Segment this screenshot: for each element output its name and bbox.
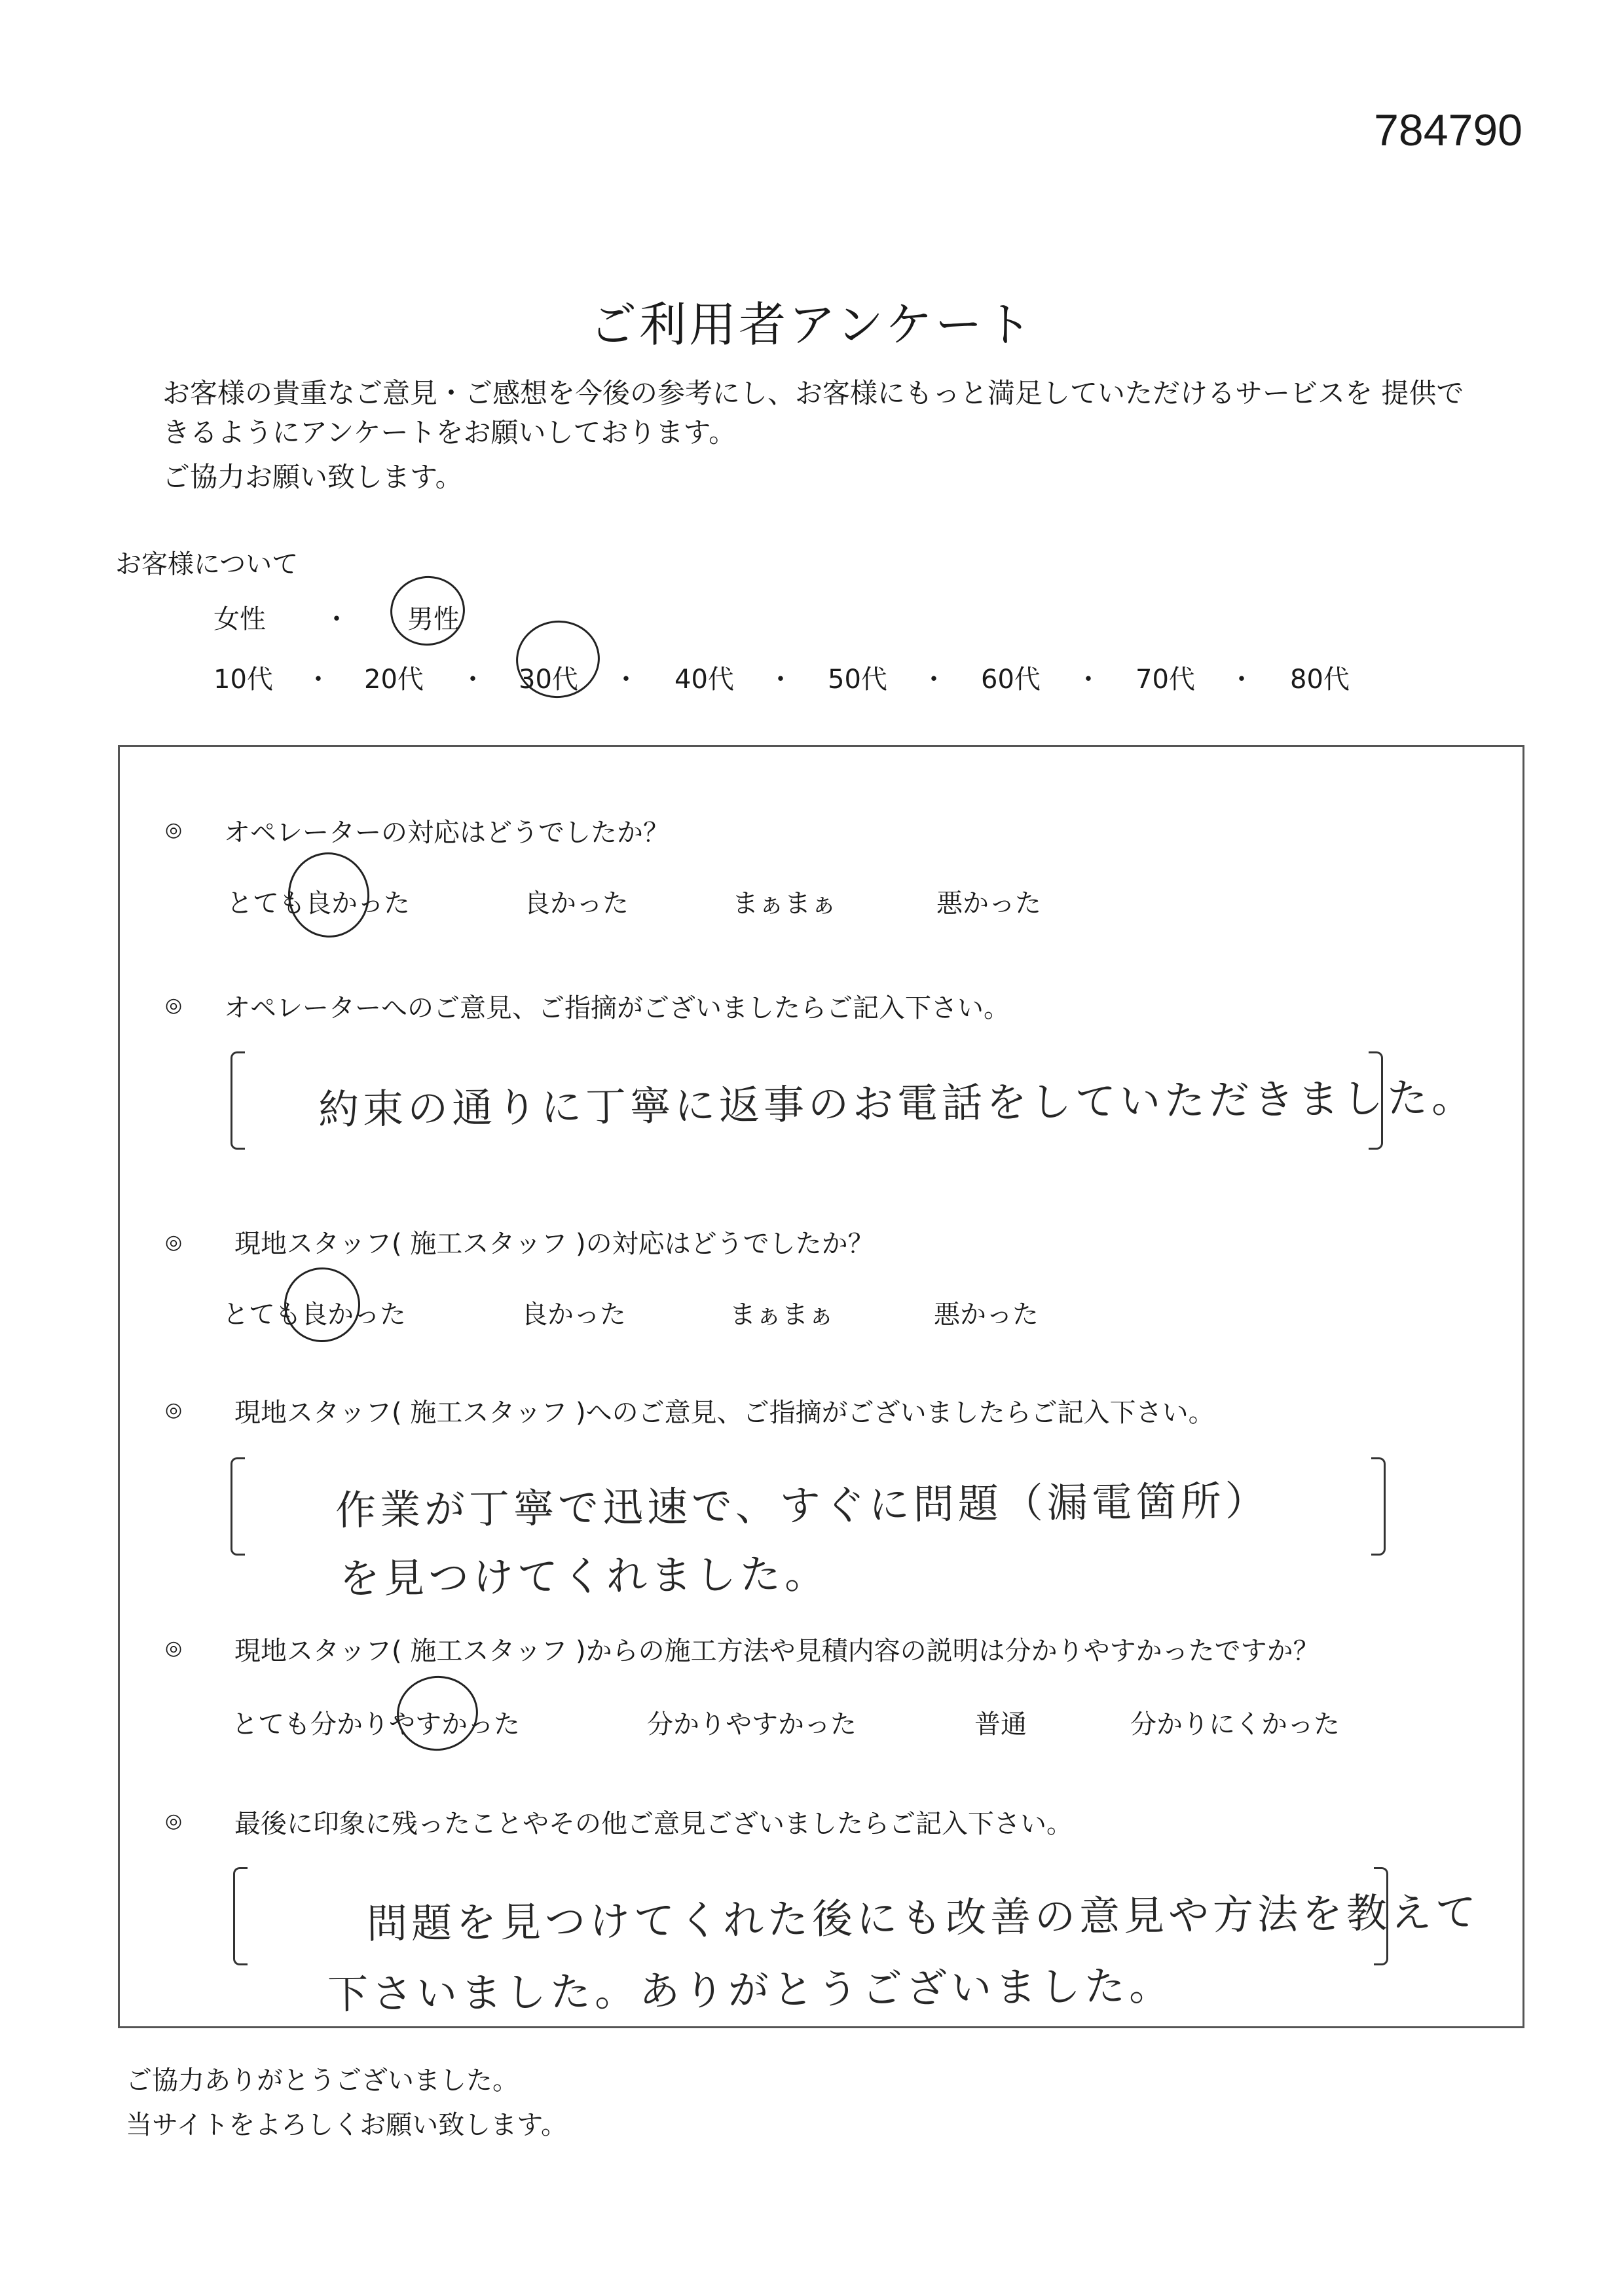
q2-answer-line-1[interactable]: 約束の通りに丁寧に返事のお電話をしていただきました。	[318, 1073, 1477, 1134]
q5-option-hard[interactable]: 分かりにくかった	[1130, 1709, 1340, 1740]
age-10s[interactable]: 10代	[213, 665, 273, 695]
customer-section-label: お客様について	[115, 549, 299, 579]
footer-thanks: ご協力ありがとうございました。	[126, 2066, 519, 2096]
q2-bracket-left	[231, 1051, 245, 1150]
q4-answer-line-1[interactable]: 作業が丁寧で迅速で、すぐに問題（漏電箇所）	[335, 1476, 1270, 1535]
q1-bullet: ◎	[165, 818, 183, 841]
age-separator: ・	[1228, 665, 1255, 695]
q6-bracket-left	[233, 1867, 248, 1965]
q1-option-good[interactable]: 良かった	[524, 888, 629, 919]
q3-option-average[interactable]: まぁまぁ	[729, 1300, 834, 1330]
q4-answer-line-2[interactable]: を見つけてくれました。	[339, 1550, 830, 1603]
q1-option-bad[interactable]: 悪かった	[936, 888, 1041, 919]
q5-bullet: ◎	[165, 1637, 183, 1660]
age-60s[interactable]: 60代	[981, 665, 1041, 695]
age-separator: ・	[305, 665, 331, 695]
age-50s[interactable]: 50代	[828, 665, 887, 695]
q1-text: オペレーターの対応はどうでしたか？	[224, 818, 669, 848]
q2-bullet: ◎	[165, 994, 183, 1017]
q6-answer-line-2[interactable]: 下さいました。ありがとうございました。	[327, 1961, 1174, 2018]
age-80s[interactable]: 80代	[1290, 665, 1350, 695]
q3-option-bad[interactable]: 悪かった	[934, 1300, 1039, 1330]
footer-request: 当サイトをよろしくお願い致します。	[126, 2110, 567, 2140]
q4-text: 現地スタッフ( 施工スタッフ )へのご意見、ご指摘がございましたらご記入下さい。	[234, 1398, 1215, 1428]
age-20s[interactable]: 20代	[364, 665, 424, 695]
intro-line-2: きるようにアンケートをお願いしております。	[162, 416, 737, 448]
document-id: 784790	[1374, 105, 1522, 155]
page-title: ご利用者アンケート	[589, 297, 1035, 352]
q5-option-easy[interactable]: 分かりやすかった	[647, 1709, 857, 1740]
age-separator: ・	[921, 665, 947, 695]
q6-bullet: ◎	[165, 1810, 183, 1832]
q1-option-very-good[interactable]: とても良かった	[227, 888, 410, 919]
q3-option-good[interactable]: 良かった	[521, 1300, 626, 1330]
age-separator: ・	[1075, 665, 1101, 695]
q4-bullet: ◎	[165, 1398, 183, 1421]
q3-option-very-good[interactable]: とても良かった	[223, 1300, 406, 1330]
q6-text: 最後に印象に残ったことやその他ご意見ございましたらご記入下さい。	[234, 1809, 1073, 1839]
q4-bracket-left	[231, 1457, 245, 1556]
q3-bullet: ◎	[165, 1231, 183, 1254]
q3-text: 現地スタッフ( 施工スタッフ )の対応はどうでしたか？	[234, 1229, 874, 1259]
age-30s[interactable]: 30代	[519, 665, 578, 695]
age-40s[interactable]: 40代	[674, 665, 734, 695]
age-70s[interactable]: 70代	[1135, 665, 1195, 695]
intro-line-1: お客様の貴重なご意見・ご感想を今後の参考にし、お客様にもっと満足していただけるサービスを 提供で	[162, 377, 1464, 409]
q1-option-average[interactable]: まぁまぁ	[732, 888, 837, 919]
gender-male[interactable]: 男性	[407, 604, 460, 634]
q5-text: 現地スタッフ( 施工スタッフ )からの施工方法や見積内容の説明は分かりやすかったですか？	[234, 1636, 1320, 1666]
age-separator: ・	[460, 665, 486, 695]
age-separator: ・	[767, 665, 794, 695]
q2-text: オペレーターへのご意見、ご指摘がございましたらご記入下さい。	[224, 993, 1010, 1023]
gender-separator: ・	[323, 604, 350, 634]
intro-line-3: ご協力お願い致します。	[162, 461, 463, 493]
q4-bracket-right	[1371, 1457, 1386, 1556]
q5-option-normal[interactable]: 普通	[974, 1709, 1027, 1740]
age-separator: ・	[613, 665, 639, 695]
q6-answer-line-1[interactable]: 問題を見つけてくれた後にも改善の意見や方法を教えて	[366, 1888, 1481, 1948]
gender-female[interactable]: 女性	[213, 604, 266, 634]
q5-option-very-easy[interactable]: とても分かりやすかった	[232, 1709, 520, 1740]
